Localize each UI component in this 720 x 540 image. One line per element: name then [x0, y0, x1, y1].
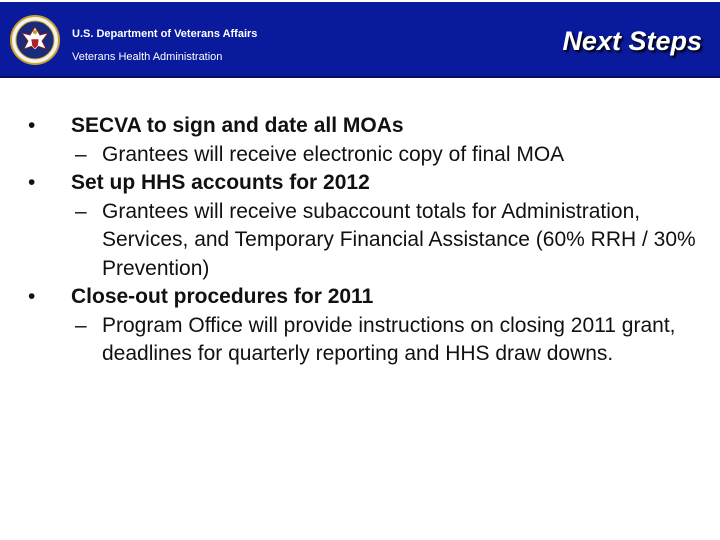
agency-name: U.S. Department of Veterans Affairs [72, 28, 258, 40]
dash-icon: – [75, 142, 87, 166]
slide-header [0, 0, 720, 78]
bullet-dot-icon: • [28, 114, 36, 137]
sub-bullet-text: Grantees will receive subaccount totals for Administration, Services, and Temporary Financial Assistance (60% RRH / 30% Prevention) [102, 199, 696, 280]
dash-icon: – [75, 313, 87, 337]
bullet-item [0, 283, 720, 312]
bullet-item [0, 169, 720, 198]
sub-bullet-text: Grantees will receive electronic copy of final MOA [102, 142, 565, 166]
sub-bullet-item [0, 312, 720, 369]
sub-bullet-text: Program Office will provide instructions on closing 2011 grant, deadlines for quarterly reporting and HHS draw downs. [102, 313, 676, 365]
va-seal-icon [10, 15, 60, 65]
sub-bullet-item [0, 198, 720, 284]
bullet-dot-icon: • [28, 171, 36, 194]
bullet-text: Close-out procedures for 2011 [71, 285, 374, 308]
bullet-text: Set up HHS accounts for 2012 [71, 171, 370, 194]
bullet-dot-icon: • [28, 285, 36, 308]
dash-icon: – [75, 199, 87, 223]
sub-bullet-item [0, 141, 720, 170]
bullet-list [0, 112, 720, 369]
bullet-item [0, 112, 720, 141]
sub-agency-name: Veterans Health Administration [72, 51, 223, 63]
bullet-text: SECVA to sign and date all MOAs [71, 114, 404, 137]
slide-title: Next Steps [562, 26, 702, 56]
